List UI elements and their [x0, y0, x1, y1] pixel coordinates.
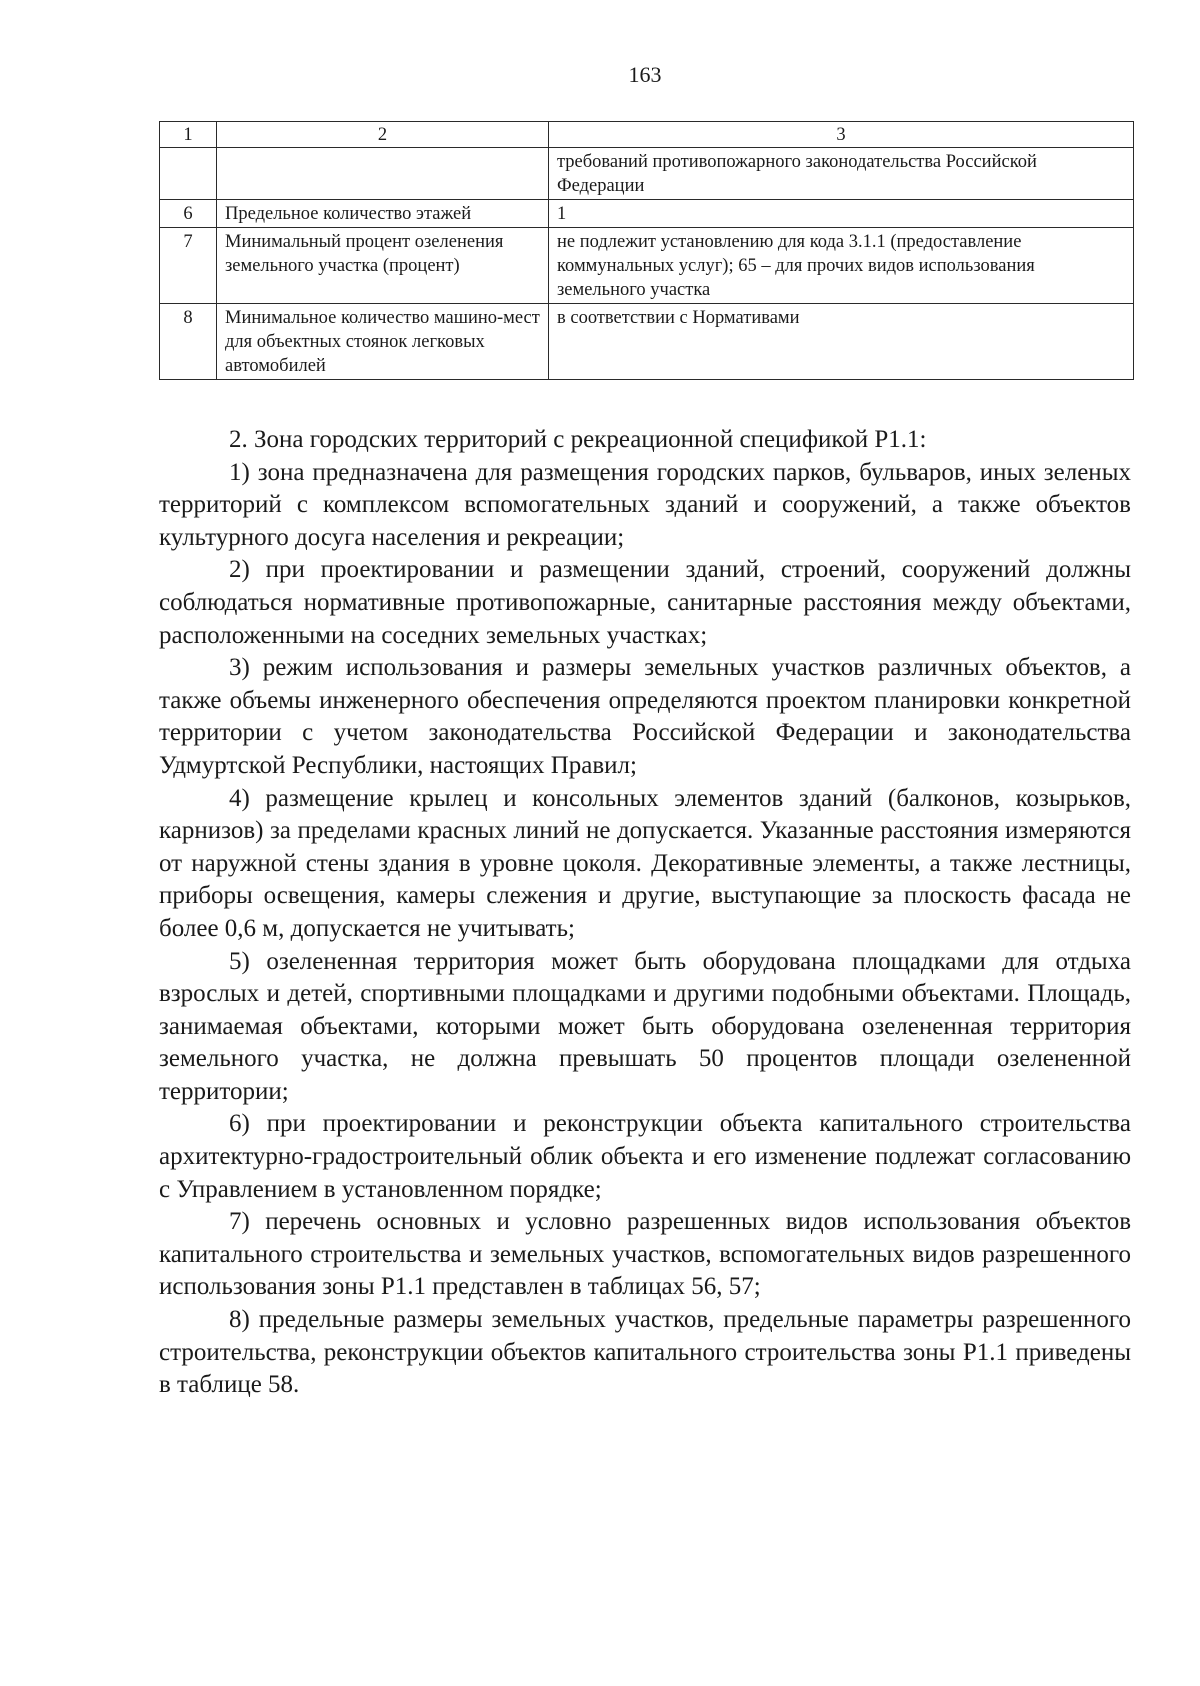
section-heading: 2. Зона городских территорий с рекреационной спецификой Р1.1:	[229, 426, 927, 453]
parameter-name-cell	[217, 148, 549, 200]
section-item: 5) озелененная территория может быть оборудована площадками для отдыха взрослых и детей, спортивными площадками и другими подобными объектами. Площадь, занимаемая объектами, которыми может быть оборудована озелененная территория земельного участка, не должна превышать 50 процентов площади озелененной территории;	[159, 947, 1131, 1105]
table-row	[160, 304, 1134, 380]
table-row	[160, 148, 1134, 200]
parameter-name-cell: Минимальное количество машино-мест для объектных стоянок легковых автомобилей	[217, 304, 549, 380]
parameter-value-cell: в соответствии с Нормативами	[549, 304, 1134, 380]
table-header-cell: 3	[549, 122, 1134, 148]
section-item: 3) режим использования и размеры земельных участков различных объектов, а также объемы инженерного обеспечения определяются проектом планировки конкретной территории с учетом законодательства Российской Федерации и законодательства Удмуртской Республики, настоящих Правил;	[159, 654, 1131, 779]
row-number-cell: 8	[160, 304, 217, 380]
section-body	[159, 424, 1131, 1402]
parameter-name-cell: Предельное количество этажей	[217, 200, 549, 228]
section-item: 6) при проектировании и реконструкции объекта капитального строительства архитектурно-градостроительный облик объекта и его изменение подлежат согласованию с Управлением в установленном порядке;	[159, 1110, 1131, 1203]
parameter-value-cell: не подлежит установлению для кода 3.1.1 (предоставление коммунальных услуг); 65 – для прочих видов использования земельного участка	[549, 228, 1134, 304]
row-number-cell: 7	[160, 228, 217, 304]
row-number-cell: 6	[160, 200, 217, 228]
parameter-name-cell: Минимальный процент озеленения земельного участка (процент)	[217, 228, 549, 304]
parameter-value-cell: 1	[549, 200, 1134, 228]
section-item: 2) при проектировании и размещении зданий, строений, сооружений должны соблюдаться нормативные противопожарные, санитарные расстояния между объектами, расположенными на соседних земельных участках;	[159, 556, 1131, 649]
table-header-row	[160, 122, 1134, 148]
table-header-cell: 1	[160, 122, 217, 148]
section-item: 4) размещение крылец и консольных элементов зданий (балконов, козырьков, карнизов) за пределами красных линий не допускается. Указанные расстояния измеряются от наружной стены здания в уровне цоколя. Декоративные элементы, а также лестницы, приборы освещения, камеры слежения и другие, выступающие за плоскость фасада не более 0,6 м, допускается не учитывать;	[159, 784, 1131, 942]
row-number-cell	[160, 148, 217, 200]
page-number: 163	[628, 62, 662, 87]
parameter-value-cell: требований противопожарного законодательства Российской Федерации	[549, 148, 1134, 200]
table-header-cell: 2	[217, 122, 549, 148]
section-item: 8) предельные размеры земельных участков, предельные параметры разрешенного строительства, реконструкции объектов капитального строительства зоны Р1.1 приведены в таблице 58.	[159, 1306, 1131, 1399]
section-item: 7) перечень основных и условно разрешенных видов использования объектов капитального строительства и земельных участков, вспомогательных видов разрешенного использования зоны Р1.1 представлен в таблицах 56, 57;	[159, 1208, 1131, 1301]
section-item: 1) зона предназначена для размещения городских парков, бульваров, иных зеленых территорий с комплексом вспомогательных зданий и сооружений, а также объектов культурного досуга населения и рекреации;	[159, 458, 1131, 551]
table-row	[160, 228, 1134, 304]
table-row	[160, 200, 1134, 228]
parameters-table	[159, 121, 1134, 380]
